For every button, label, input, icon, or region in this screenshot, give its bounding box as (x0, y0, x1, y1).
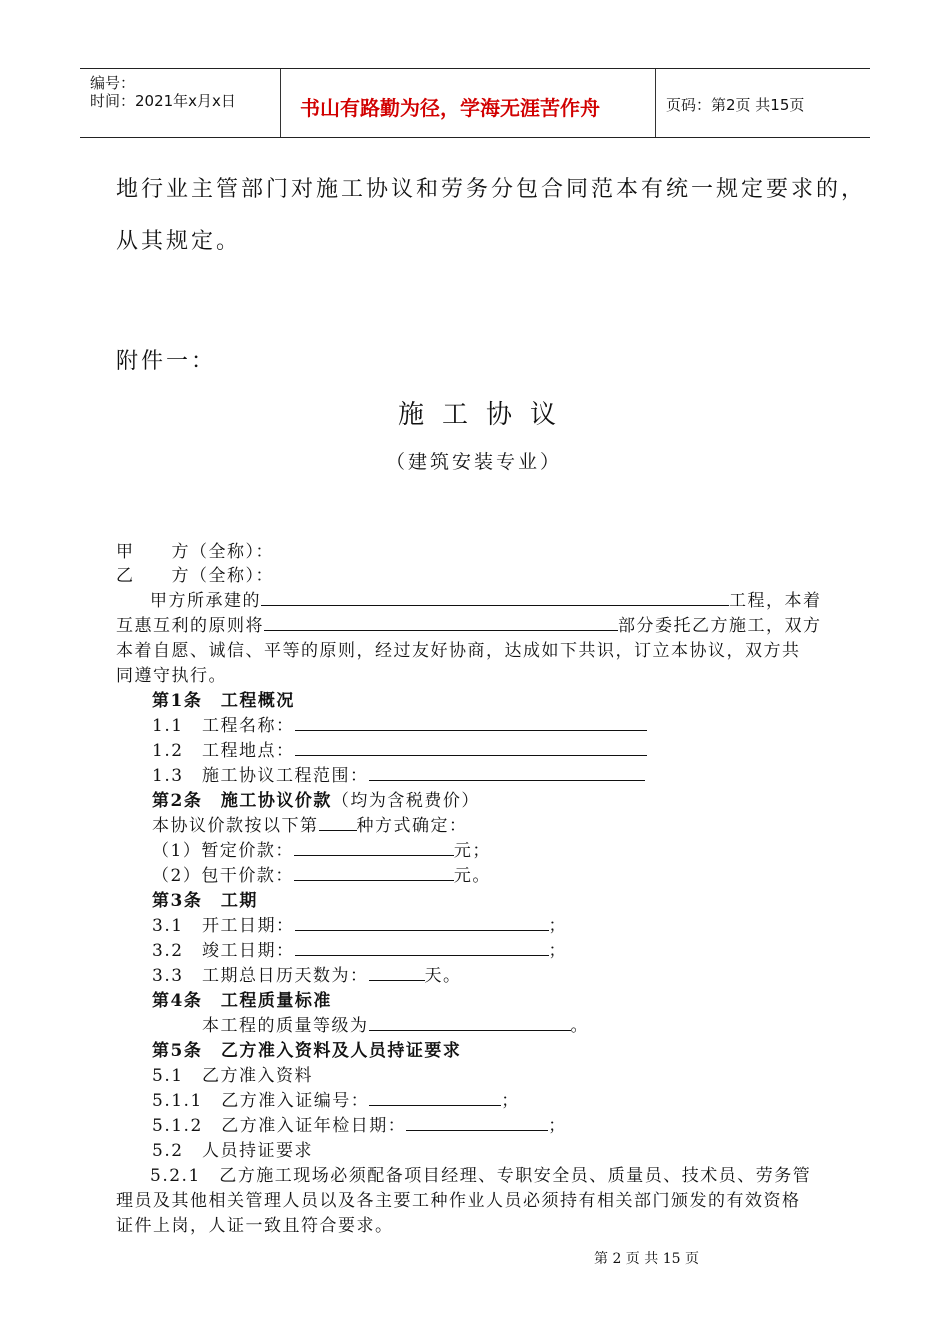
article-5-1-1-label: 5.1.1 乙方准入证编号： (152, 1091, 370, 1111)
header-time-label: 时间：2021年x月x日 (90, 92, 236, 110)
article-1-heading: 第1条 工程概况 (152, 691, 295, 711)
para2-text-b: 部分委托乙方施工，双方 (618, 616, 822, 636)
para3-line: 本着自愿、诚信、平等的原则，经过友好协商，达成如下共识，订立本协议，双方共 (116, 641, 801, 661)
quality-grade-blank (369, 1016, 571, 1031)
article-3-1-end: ； (548, 916, 568, 936)
option-2-unit: 元。 (453, 866, 491, 886)
intro-line-1: 地行业主管部门对施工协议和劳务分包合同范本有统一规定要求的， (116, 177, 867, 202)
article-1-3-line (152, 761, 645, 786)
article-3-2-label: 3.2 竣工日期： (152, 941, 295, 961)
attachment-label: 附件一： (116, 349, 217, 374)
article-5-1-heading: 5.1 乙方准入资料 (152, 1066, 314, 1086)
article-4-text-line (202, 1011, 589, 1036)
party-a-line: 甲 方（全称）： (116, 542, 274, 562)
completion-date-blank (295, 941, 549, 956)
access-cert-number-blank (369, 1091, 501, 1106)
project-name-field (295, 716, 647, 731)
article-2-method-a: 本协议价款按以下第 (152, 816, 319, 836)
article-3-1-line (152, 911, 567, 936)
header-motto: 书山有路勤为径，学海无涯苦作舟 (300, 96, 600, 120)
article-5-1-1-line (152, 1086, 520, 1111)
article-5-1-1-end: ； (501, 1091, 520, 1111)
article-2-option-1 (152, 836, 491, 861)
article-1-3-label: 1.3 施工协议工程范围： (152, 766, 369, 786)
header-divider (280, 69, 281, 137)
article-2-method-b: 种方式确定： (356, 816, 468, 836)
article-5-2-1-line-2: 理员及其他相关管理人员以及各主要工种作业人员必须持有相关部门颁发的有效资格 (116, 1191, 801, 1211)
start-date-blank (295, 916, 549, 931)
provisional-price-blank (294, 841, 454, 856)
para1-text-b: 工程，本着 (729, 591, 822, 611)
document-subtitle: （建筑安装专业） (386, 451, 563, 473)
project-location-field (295, 741, 647, 756)
article-3-1-label: 3.1 开工日期： (152, 916, 295, 936)
document-title: 施工协议 (398, 400, 575, 430)
article-4-heading: 第4条 工程质量标准 (152, 991, 332, 1011)
article-5-1-2-line (152, 1111, 567, 1136)
article-5-1-2-end: ； (548, 1116, 567, 1136)
article-5-1-2-label: 5.1.2 乙方准入证年检日期： (152, 1116, 407, 1136)
method-number-blank (319, 816, 357, 831)
total-days-blank (369, 966, 425, 981)
header-number-label: 编号： (90, 74, 136, 92)
lump-sum-price-blank (294, 866, 454, 881)
project-scope-field (369, 766, 645, 781)
article-1-1-label: 1.1 工程名称： (152, 716, 295, 736)
option-1-label: （1）暂定价款： (152, 841, 294, 861)
article-2-option-2 (152, 861, 491, 886)
intro-line-2: 从其规定。 (116, 229, 242, 254)
annual-check-date-blank (406, 1116, 548, 1131)
article-3-heading: 第3条 工期 (152, 891, 258, 911)
article-2-method-line (152, 811, 468, 836)
article-1-2-line (152, 736, 647, 761)
option-1-unit: 元； (453, 841, 491, 861)
article-5-2-heading: 5.2 人员持证要求 (152, 1141, 314, 1161)
option-2-label: （2）包干价款： (152, 866, 294, 886)
article-1-2-label: 1.2 工程地点： (152, 741, 295, 761)
para4-line: 同遵守执行。 (116, 666, 227, 686)
para2-line (116, 611, 822, 636)
article-3-3-label: 3.3 工期总日历天数为： (152, 966, 369, 986)
article-2-heading-line (152, 786, 480, 811)
para1-line (150, 586, 822, 611)
article-2-heading: 第2条 施工协议价款 (152, 791, 332, 811)
article-2-note: （均为含税费价） (331, 791, 480, 811)
article-4-end: 。 (570, 1016, 589, 1036)
article-5-2-1-line-1: 5.2.1 乙方施工现场必须配备项目经理、专职安全员、质量员、技术员、劳务管 (150, 1166, 812, 1186)
scope-blank (264, 616, 618, 631)
article-5-heading: 第5条 乙方准入资料及人员持证要求 (152, 1041, 462, 1061)
article-5-2-1-line-3: 证件上岗，人证一致且符合要求。 (116, 1216, 394, 1236)
para2-text-a: 互惠互利的原则将 (116, 616, 264, 636)
header-divider (655, 69, 656, 137)
para1-text-a: 甲方所承建的 (150, 591, 261, 611)
article-3-3-line (152, 961, 462, 986)
project-name-blank (261, 591, 729, 606)
article-4-text: 本工程的质量等级为 (202, 1016, 369, 1036)
article-3-3-unit: 天。 (424, 966, 462, 986)
article-3-2-line (152, 936, 567, 961)
party-b-line: 乙 方（全称）： (116, 566, 274, 586)
page-footer: 第 2 页 共 15 页 (594, 1251, 699, 1267)
article-3-2-end: ； (548, 941, 568, 961)
article-1-1-line (152, 711, 647, 736)
header-page-label: 页码：第2页 共15页 (666, 96, 805, 114)
